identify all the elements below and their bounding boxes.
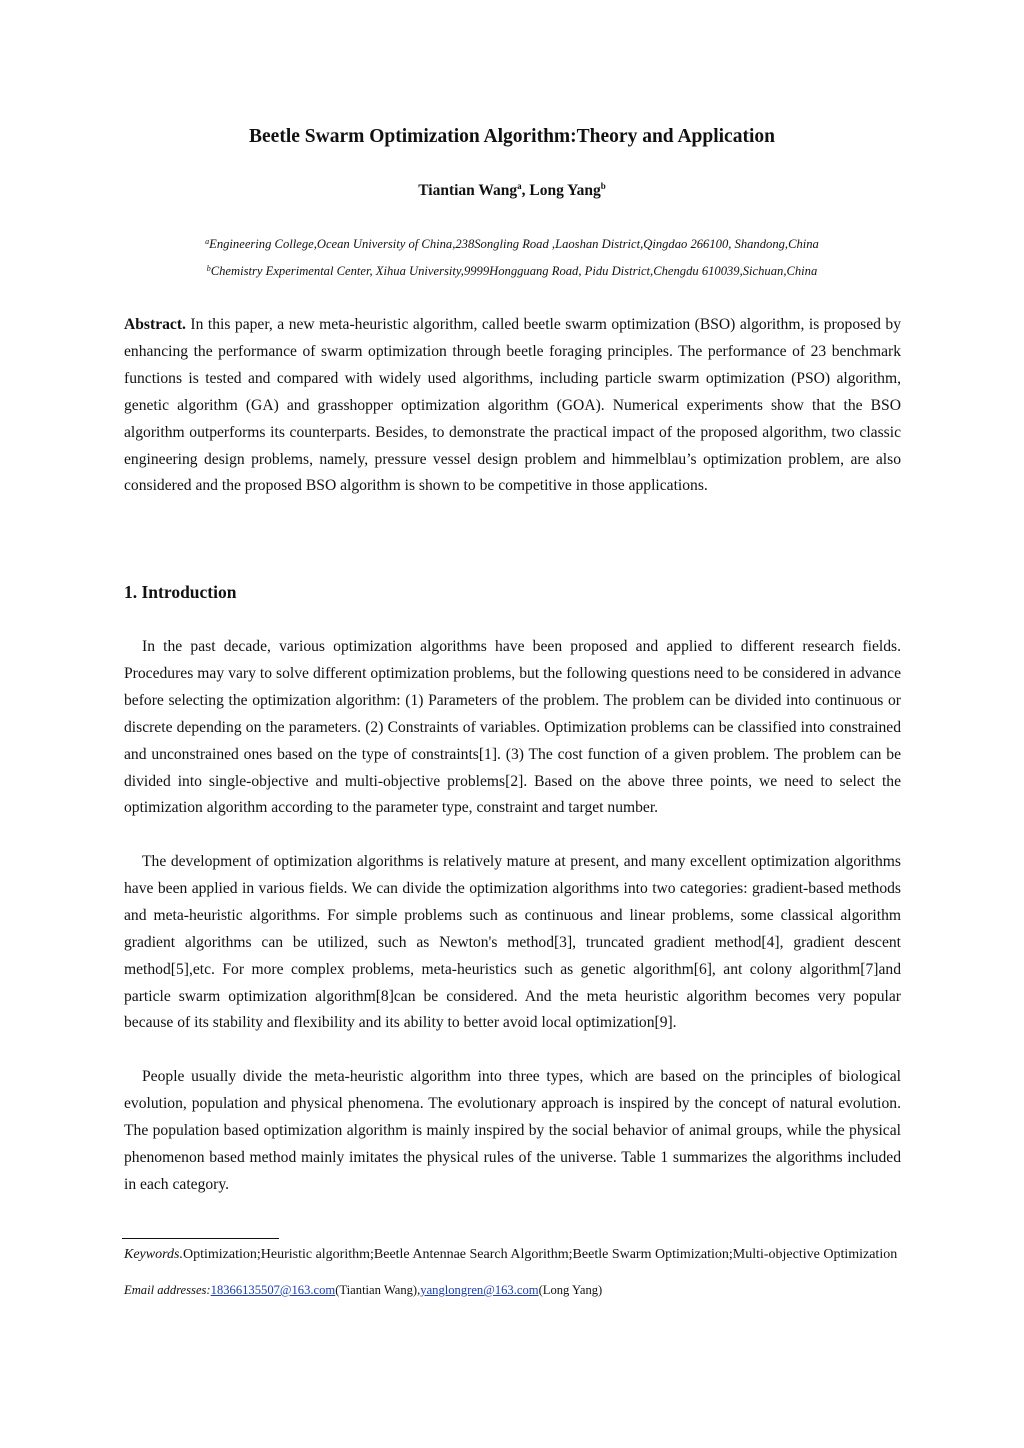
author-affiliation-mark: b [600,181,606,191]
abstract [124,312,901,500]
author-name: Tiantian Wang [418,182,518,199]
abstract-text: In this paper, a new meta-heuristic algorithm, called beetle swarm optimization (BSO) algorithm, is proposed by enhancing the performance of swarm optimization through beetle foraging principles. The performance of 23 benchmark functions is tested and compared with widely used algorithms, including particle swarm optimization (PSO) algorithm, genetic algorithm (GA) and grasshopper optimization algorithm (GOA). Numerical experiments show that the BSO algorithm outperforms its counterparts. Besides, to demonstrate the practical impact of the proposed algorithm, two classic engineering design problems, namely, pressure vessel design problem and himmelblau’s optimization problem, are also considered and the proposed BSO algorithm is shown to be competitive in those applications. [124,316,901,495]
author-line [0,181,1024,200]
email-owner: (Tiantian Wang), [335,1283,421,1297]
footnote-emails [124,1282,901,1299]
author-separator: , [521,182,530,199]
abstract-label: Abstract. [124,316,186,333]
body-paragraph: In the past decade, various optimization algorithms have been proposed and applied to different research fields. Procedures may vary to solve different optimization problems, but the following questions need to be considered in advance before selecting the optimization algorithm: (1) Parameters of the problem. The problem can be divided into continuous or discrete depending on the parameters. (2) Constraints of variables. Optimization problems can be classified into constrained and unconstrained ones based on the type of constraints[1]. (3) The cost function of a given problem. The problem can be divided into single-objective and multi-objective problems[2]. Based on the above three points, we need to select the optimization algorithm according to the parameter type, constraint and target number. [124,638,901,817]
paper-title: Beetle Swarm Optimization Algorithm:Theory and Application [249,126,775,147]
author-affiliation-mark: a [517,181,522,191]
affiliation-mark: b [206,264,211,273]
keywords-label: Keywords. [124,1247,183,1262]
body-paragraph: People usually divide the meta-heuristic algorithm into three types, which are based on the principles of biological evolution, population and physical phenomena. The evolutionary approach is inspired by the concept of natural evolution. The population based optimization algorithm is mainly inspired by the social behavior of animal groups, while the physical phenomenon based method mainly imitates the physical rules of the universe. Table 1 summarizes the algorithms included in each category. [124,1068,901,1193]
email-link[interactable]: 18366135507@163.com [210,1283,336,1297]
affiliation-mark: a [205,237,210,246]
affiliation-text: Engineering College,Ocean University of China,238Songling Road ,Laoshan District,Qingdao 266100, Shandong,China [209,237,819,251]
keywords-text: Optimization;Heuristic algorithm;Beetle Antennae Search Algorithm;Beetle Swarm Optimization;Multi-objective Optimization [182,1247,898,1262]
email-link[interactable]: yanglongren@163.com [420,1283,539,1297]
affiliation-text: Chemistry Experimental Center, Xihua University,9999Hongguang Road, Pidu District,Chengdu 610039,Sichuan,China [210,264,818,278]
affiliation [0,237,1024,252]
footnote-divider [122,1238,279,1239]
email-label: Email addresses: [124,1283,211,1297]
email-owner: (Long Yang) [538,1283,603,1297]
affiliation [0,264,1024,279]
section-heading: 1. Introduction [124,582,237,602]
author-name: Long Yang [529,182,601,199]
footnote-keywords [124,1246,901,1263]
body-paragraph: The development of optimization algorithms is relatively mature at present, and many excellent optimization algorithms have been applied in various fields. We can divide the optimization algorithms into two categories: gradient-based methods and meta-heuristic algorithms. For simple problems such as continuous and linear problems, some classical algorithm gradient algorithms can be utilized, such as Newton's method[3], truncated gradient method[4], gradient descent method[5],etc. For more complex problems, meta-heuristics such as genetic algorithm[6], ant colony algorithm[7]and particle swarm optimization algorithm[8]can be considered. And the meta heuristic algorithm becomes very popular because of its stability and flexibility and its ability to better avoid local optimization[9]. [124,853,901,1032]
